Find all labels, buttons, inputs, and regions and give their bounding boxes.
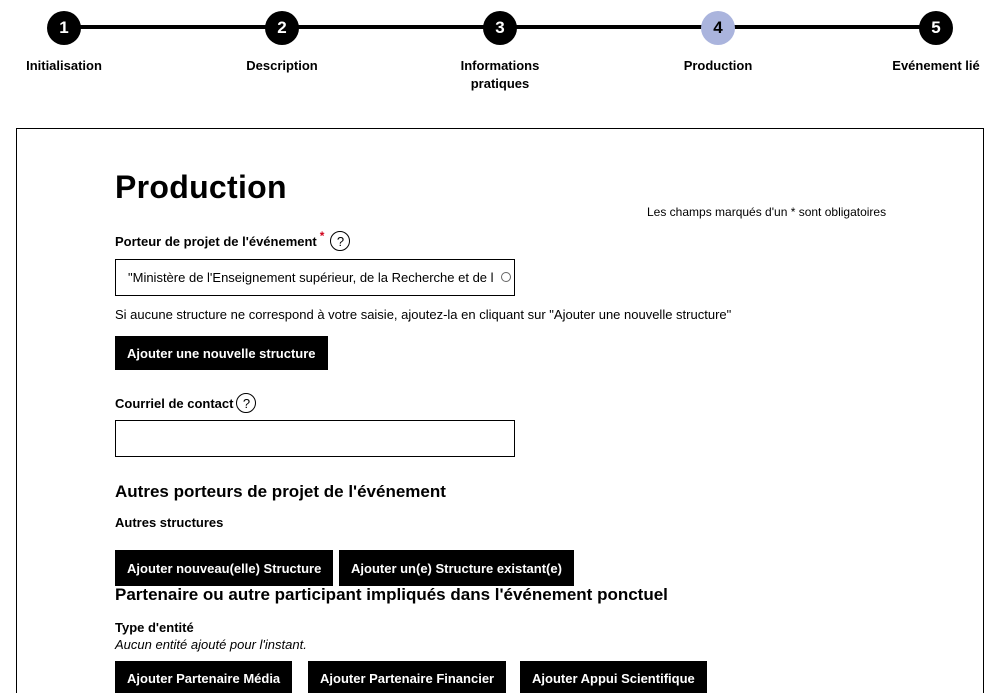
contact-label-text: Courriel de contact: [115, 395, 234, 411]
other-owners-title: Autres porteurs de projet de l'événement: [115, 482, 446, 501]
help-icon[interactable]: ?: [236, 393, 256, 413]
partners-title: Partenaire ou autre participant impliqués dans l'événement ponctuel: [115, 585, 668, 604]
add-financial-partner-button[interactable]: Ajouter Partenaire Financier: [308, 661, 506, 693]
step-initialisation[interactable]: [0, 11, 144, 75]
step-number[interactable]: 5: [919, 11, 953, 45]
required-marker: *: [319, 229, 325, 243]
contact-email-input[interactable]: [115, 420, 515, 457]
step-description[interactable]: [202, 11, 362, 75]
other-structures-label: Autres structures: [115, 515, 224, 530]
help-icon[interactable]: ?: [330, 231, 350, 251]
step-label: Description: [246, 58, 318, 73]
add-new-structure-button[interactable]: Ajouter une nouvelle structure: [115, 336, 328, 370]
step-label: Initialisation: [26, 58, 102, 73]
step-label: Evénement lié: [892, 58, 980, 73]
porteur-hint: Si aucune structure ne correspond à votre saisie, ajoutez-la en cliquant sur "Ajouter une nouvelle structure": [115, 307, 732, 322]
porteur-label: [115, 231, 350, 251]
required-fields-note: Les champs marqués d'un * sont obligatoires: [647, 205, 887, 219]
step-production[interactable]: [638, 11, 798, 75]
contact-label: [115, 393, 256, 413]
page-title: Production: [115, 169, 287, 205]
stepper: [0, 0, 1000, 110]
step-label: Production: [683, 58, 753, 73]
step-number[interactable]: 2: [265, 11, 299, 45]
production-form-card: [16, 128, 984, 693]
step-label: Informations pratiques: [460, 58, 540, 91]
add-scientific-support-button[interactable]: Ajouter Appui Scientifique: [520, 661, 707, 693]
step-evenement-lie[interactable]: [856, 11, 1000, 75]
empty-entities-note: Aucun entité ajouté pour l'instant.: [115, 637, 307, 652]
porteur-label-text: Porteur de projet de l'événement: [115, 233, 317, 249]
add-existing-structure-button[interactable]: Ajouter un(e) Structure existant(e): [339, 550, 574, 586]
entity-type-label: Type d'entité: [115, 620, 194, 635]
step-number[interactable]: 3: [483, 11, 517, 45]
add-new-structure-button-2[interactable]: Ajouter nouveau(elle) Structure: [115, 550, 333, 586]
step-number[interactable]: 1: [47, 11, 81, 45]
loading-spinner-icon: [501, 272, 511, 282]
step-informations-pratiques[interactable]: [420, 11, 580, 93]
add-media-partner-button[interactable]: Ajouter Partenaire Média: [115, 661, 292, 693]
porteur-input[interactable]: [115, 259, 515, 296]
step-number-active[interactable]: 4: [701, 11, 735, 45]
